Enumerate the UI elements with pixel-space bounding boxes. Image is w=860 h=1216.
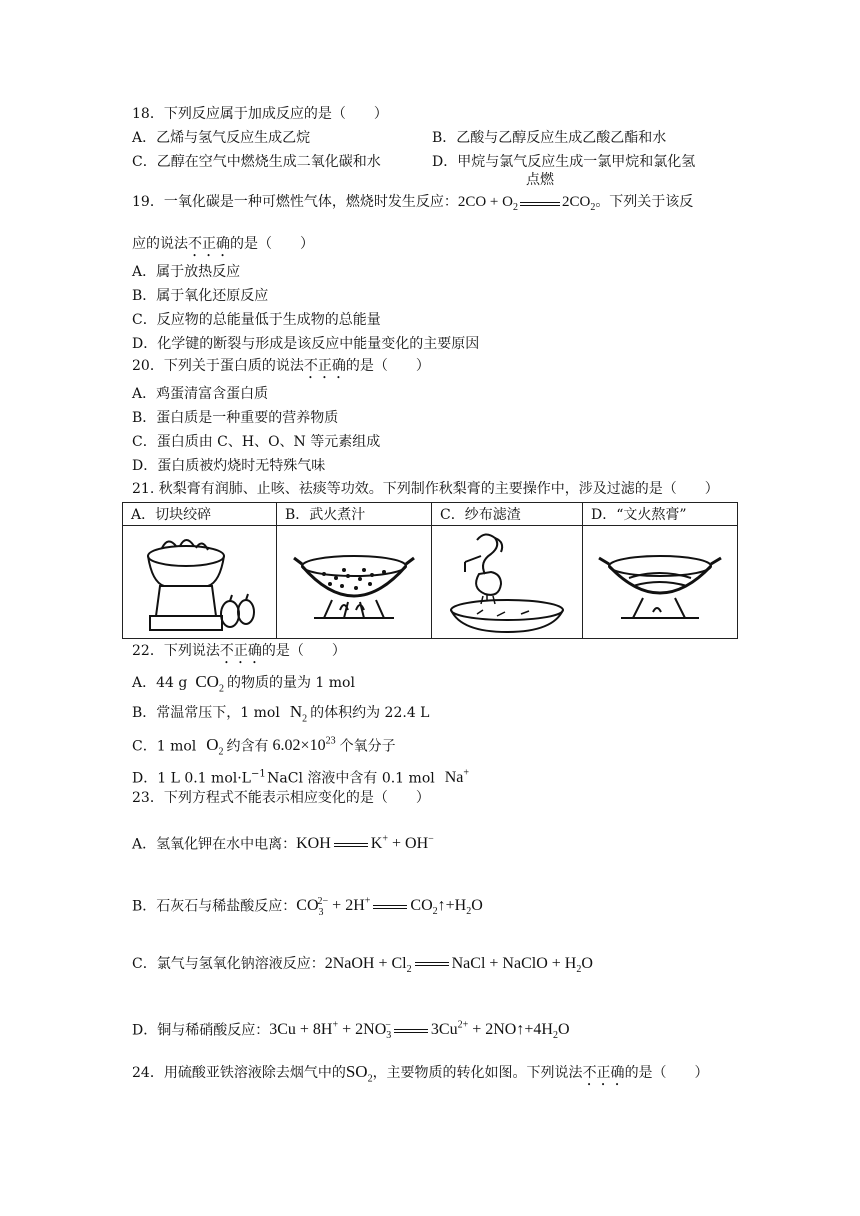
simmer-paste-illustration [585,526,735,634]
q19-equation: $2CO + O_2$ 点燃 $2CO_2$ [457,173,596,213]
q20-stem-post: 的是（ ） [345,358,430,374]
q20-option-c: C．蛋白质由 C、H、O、N 等元素组成 [132,434,381,450]
q20-option-b: B．蛋白质是一种重要的营养物质 [132,410,339,426]
q19-stem-pre: 19．一氧化碳是一种可燃性气体，燃烧时发生反应： [132,194,458,210]
q18-option-c: C．乙醇在空气中燃烧生成二氧化碳和水 [132,154,381,170]
q19-option-c: C．反应物的总能量低于生成物的总能量 [132,312,381,328]
q19-option-d: D．化学键的断裂与形成是该反应中能量变化的主要原因 [132,336,480,352]
q23-a-text: A．氢氧化钾在水中电离： [132,836,297,853]
q21-options-table [122,502,738,639]
q23-c-equation: 2NaOH + $Cl_2$ NaCl + NaClO + $H_2O$ [324,955,593,976]
q22-emphasis: 不正确 [219,643,262,659]
q24-stem [132,1062,709,1089]
q18-option-d: D．甲烷与氯气反应生成一氯甲烷和氯化氢 [432,154,696,170]
q22-stem [132,641,346,667]
q22-option-d: D．1 L 0.1 $mol\cdot L^{-1}$ NaCl 溶液中含有 0.1 mol Na+ [132,768,470,787]
q22-b-tail: 的体积约为 22.4 L [310,705,430,721]
q23-d-text: D．铜与稀硝酸反应： [132,1022,270,1039]
q23-option-b [132,892,483,923]
q20-emphasis: 不正确 [303,358,346,374]
q24-emphasis: 不正确 [582,1065,625,1081]
q21-option-a: A．切块绞碎 [123,503,277,526]
q18-option-b: B．乙酸与乙醇反应生成乙酸乙酯和水 [432,130,667,146]
q19-line2-pre: 应的说法 [132,236,188,252]
q22-c-text: C．1 mol [132,738,197,755]
q22-c-tail: 约含有 [226,738,269,755]
q21-image-d [583,526,738,639]
q19-option-b: B．属于氧化还原反应 [132,288,269,304]
q19-stem [132,173,694,218]
juicer-pears-illustration [130,526,270,634]
q22-option-a [132,672,355,699]
q19-option-a: A．属于放热反应 [132,264,241,280]
wok-boiling-illustration [284,526,424,634]
q22-d-formula: Na+ [444,768,470,787]
q22-d-text: D．1 L 0.1 mol·L [132,770,251,787]
q23-b-text: B．石灰石与稀盐酸反应： [132,898,297,915]
q19-emphasis: 不正确 [188,236,230,252]
q22-c-formula: $O_2$ [206,735,224,758]
q21-option-b: B．武火煮汁 [277,503,432,526]
q19-line2-post: 的是（ ） [230,236,314,252]
q21-option-c: C．纱布滤渣 [432,503,583,526]
q23-option-d [132,1016,570,1047]
q21-image-c [432,526,583,639]
q23-a-equation: KOH K+ + OH− [296,834,434,853]
q22-d-tail: NaCl 溶液中含有 0.1 mol [267,770,435,787]
q21-stem: 21. 秋梨膏有润肺、止咳、祛痰等功效。下列制作秋梨膏的主要操作中，涉及过滤的是（ ） [132,481,719,497]
q24-stem-post: 的是（ ） [624,1065,709,1081]
q20-stem-pre: 20．下列关于蛋白质的说法 [132,358,304,374]
q19-stem-post: 。下列关于该反 [595,194,694,210]
gauze-filter-illustration [437,526,577,634]
q18-option-a: A．乙烯与氢气反应生成乙烷 [132,130,311,146]
q18-stem: 18．下列反应属于加成反应的是（ ） [132,106,388,122]
q22-b-formula: $N_2$ [289,702,308,725]
q20-option-a: A．鸡蛋清富含蛋白质 [132,386,269,402]
q21-option-d: D．“文火熬膏” [583,503,738,526]
q24-stem-pre: 24．用硫酸亚铁溶液除去烟气中的 [132,1065,346,1081]
q21-image-b [277,526,432,639]
q22-a-text: A．44 g [132,675,188,691]
q24-stem-mid: ，主要物质的转化如图。下列说法 [372,1065,583,1081]
q22-c-tail2: 个氧分子 [339,738,396,755]
q22-option-b [132,702,429,729]
q23-b-equation: $CO_3^{2-} + 2H^+$ $CO_2↑+H_2O$ [296,896,483,918]
q22-option-c [132,732,396,763]
q22-b-text: B．常温常压下，1 mol [132,705,280,721]
q23-option-a [132,830,434,854]
q22-stem-post: 的是（ ） [261,643,346,659]
q24-formula: $SO_2$ [345,1062,373,1085]
q22-a-formula: $CO_2$ [195,672,224,695]
q23-d-equation: $3Cu + 8H^+ + 2NO_3^-$ $3Cu^{2+}$ + $2NO↑+4H_2O$ [269,1020,570,1042]
q21-image-a [123,526,277,639]
q23-c-text: C．氯气与氢氧化钠溶液反应： [132,956,325,972]
q23-option-c [132,954,593,980]
q19-stem-line2 [132,234,314,260]
q23-stem: 23．下列方程式不能表示相应变化的是（ ） [132,790,430,806]
q22-a-tail: 的物质的量为 1 mol [226,675,355,691]
q19-condition: 点燃 [525,173,554,188]
q20-stem [132,356,430,382]
q22-c-number: $6.02\times 10^{23}$ [272,736,336,755]
q22-stem-pre: 22．下列说法 [132,643,220,659]
q20-option-d: D．蛋白质被灼烧时无特殊气味 [132,458,326,474]
